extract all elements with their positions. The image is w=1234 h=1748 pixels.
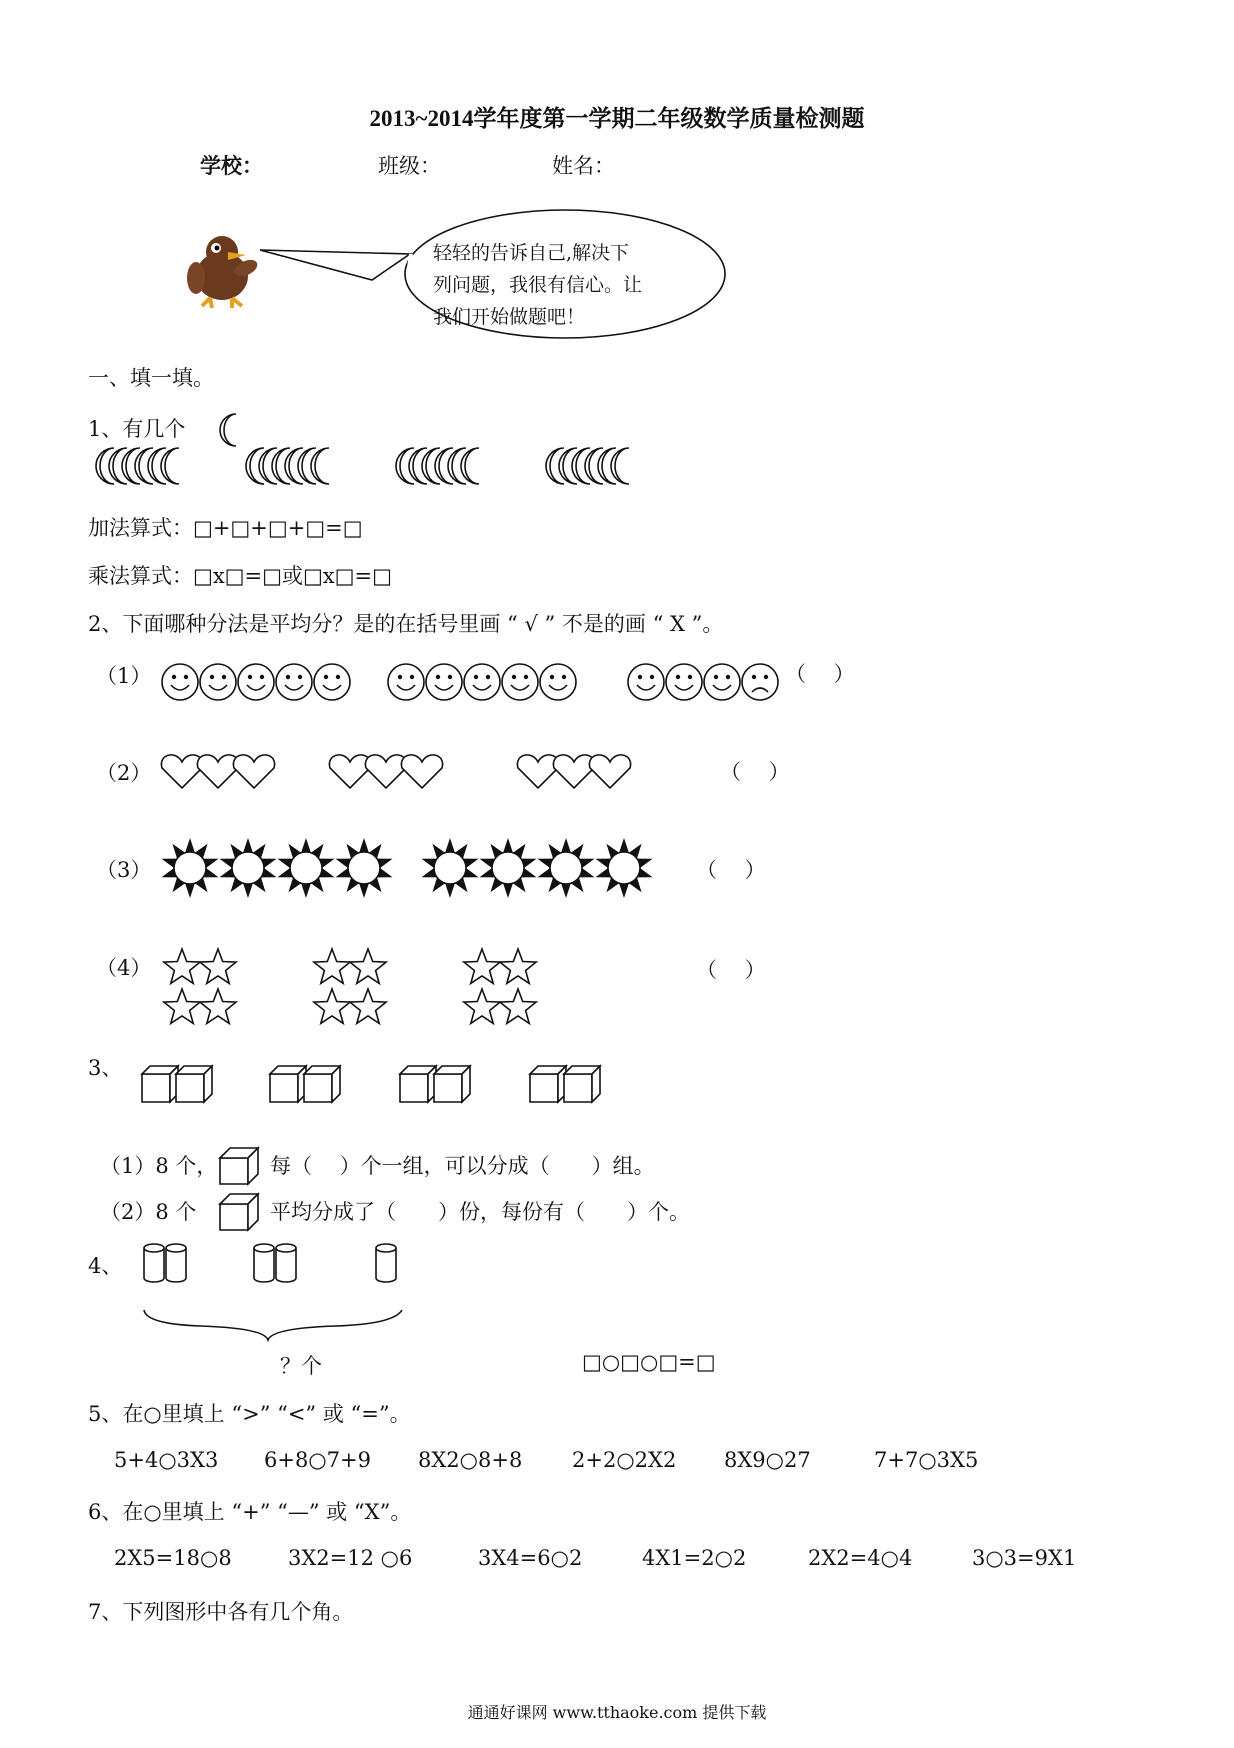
cube-icon xyxy=(218,1146,260,1186)
star-icon xyxy=(500,989,536,1023)
heart-icon xyxy=(197,755,238,788)
q2-item-4-label: （4） xyxy=(96,956,152,980)
heart-icon xyxy=(517,755,558,788)
q3-sub1-prefix: （1）8 个， xyxy=(100,1154,218,1178)
q2-item-4-answer[interactable]: （ ） xyxy=(696,958,766,982)
sun-icon xyxy=(538,838,595,898)
bubble-text-line1: 轻轻的告诉自己,解决下 xyxy=(433,242,630,264)
sun-icon xyxy=(220,838,277,898)
bubble-text-line3: 我们开始做题吧！ xyxy=(433,306,586,328)
smiley-face-icon xyxy=(628,664,664,700)
star-icon xyxy=(200,989,236,1023)
smiley-face-icon xyxy=(238,664,274,700)
q2-item-2-label: （2） xyxy=(96,761,152,785)
page-title: 2013~2014学年度第一学期二年级数学质量检测题 xyxy=(369,106,865,131)
q6-item: 2X5=18○8 xyxy=(114,1546,232,1570)
sun-icon xyxy=(480,838,537,898)
cube-icon xyxy=(530,1066,566,1102)
q4-question: ？个 xyxy=(280,1354,322,1378)
q1-addition-line: 加法算式：□+□+□+□=□ xyxy=(88,516,363,540)
q5-item: 7+7○3X5 xyxy=(874,1448,979,1472)
q5-item: 2+2○2X2 xyxy=(572,1448,677,1472)
star-icon xyxy=(200,949,236,983)
sun-icon xyxy=(162,838,219,898)
q6-label: 6、在○里填上 “+” “—” 或 “X”。 xyxy=(88,1500,412,1524)
moon-icon xyxy=(311,448,329,484)
q6-item: 4X1=2○2 xyxy=(642,1546,747,1570)
footer-text: 通通好课网 www.tthaoke.com 提供下载 xyxy=(467,1703,767,1722)
cube-icon xyxy=(270,1066,306,1102)
sun-icon xyxy=(278,838,335,898)
school-label: 学校： xyxy=(200,153,263,178)
hearts-row xyxy=(160,752,720,792)
smiley-face-icon xyxy=(464,664,500,700)
cube-icon xyxy=(176,1066,212,1102)
q2-item-2-answer[interactable]: （ ） xyxy=(720,760,790,784)
smiley-face-icon xyxy=(276,664,312,700)
class-label: 班级： xyxy=(378,154,441,178)
name-label: 姓名： xyxy=(552,154,615,178)
suns-row xyxy=(160,832,680,902)
q2-item-1-label: （1） xyxy=(96,664,152,688)
cube-icon xyxy=(218,1192,260,1232)
smiley-faces-row xyxy=(160,660,800,704)
cylinder-icon xyxy=(166,1244,186,1282)
smiley-face-icon xyxy=(666,664,702,700)
bird-mascot-illustration xyxy=(180,230,270,310)
q4-equation: □○□○□=□ xyxy=(582,1350,716,1374)
cylinder-icon xyxy=(376,1244,396,1282)
moon-icon xyxy=(161,448,179,484)
q3-sub2-text: 平均分成了（ ）份，每份有（ ）个。 xyxy=(270,1200,690,1224)
cube-icon xyxy=(434,1066,470,1102)
heart-icon xyxy=(589,755,630,788)
star-icon xyxy=(350,949,386,983)
moon-icon xyxy=(461,448,479,484)
moon-icon xyxy=(218,412,244,448)
q6-item: 2X2=4○4 xyxy=(808,1546,913,1570)
q2-item-3-answer[interactable]: （ ） xyxy=(696,858,766,882)
star-icon xyxy=(164,989,200,1023)
smiley-face-icon xyxy=(704,664,740,700)
heart-icon xyxy=(329,755,370,788)
moon-groups xyxy=(100,446,700,486)
q5-item: 6+8○7+9 xyxy=(264,1448,371,1472)
smiley-face-icon xyxy=(502,664,538,700)
smiley-face-icon xyxy=(540,664,576,700)
sun-icon xyxy=(596,838,653,898)
cube-icon xyxy=(400,1066,436,1102)
heart-icon xyxy=(233,755,274,788)
q2-item-3-label: （3） xyxy=(96,858,152,882)
q6-item: 3○3=9X1 xyxy=(972,1546,1077,1570)
q3-sub2-prefix: （2）8 个 xyxy=(100,1200,197,1224)
smiley-face-icon xyxy=(162,664,198,700)
q4-label: 4、 xyxy=(88,1254,123,1278)
cube-icon xyxy=(142,1066,178,1102)
heart-icon xyxy=(553,755,594,788)
smiley-face-icon xyxy=(388,664,424,700)
cube-icon xyxy=(304,1066,340,1102)
q1-multiplication-line: 乘法算式：□x□=□或□x□=□ xyxy=(88,564,392,588)
sad-face-icon xyxy=(742,664,778,700)
star-icon xyxy=(464,949,500,983)
cylinders-group xyxy=(140,1240,430,1350)
moon-icon xyxy=(611,448,629,484)
sun-icon xyxy=(336,838,393,898)
q2-item-1-answer[interactable]: （ ） xyxy=(785,662,855,686)
cylinder-icon xyxy=(144,1244,164,1282)
q6-item: 3X2=12 ○6 xyxy=(288,1546,413,1570)
heart-icon xyxy=(161,755,202,788)
smiley-face-icon xyxy=(200,664,236,700)
q1-label: 1、有几个 xyxy=(88,417,186,441)
q6-item: 3X4=6○2 xyxy=(478,1546,583,1570)
q5-item: 8X2○8+8 xyxy=(418,1448,523,1472)
star-icon xyxy=(314,989,350,1023)
smiley-face-icon xyxy=(314,664,350,700)
q5-item: 8X9○27 xyxy=(724,1448,811,1472)
section-heading: 一、填一填。 xyxy=(88,366,214,390)
q5-item: 5+4○3X3 xyxy=(114,1448,219,1472)
q2-label: 2、下面哪种分法是平均分？是的在括号里画 “ √ ” 不是的画 “ X ”。 xyxy=(88,612,724,636)
heart-icon xyxy=(401,755,442,788)
cylinder-icon xyxy=(254,1244,274,1282)
star-icon xyxy=(500,949,536,983)
cylinder-icon xyxy=(276,1244,296,1282)
sun-icon xyxy=(422,838,479,898)
q5-label: 5、在○里填上 “>” “<” 或 “=”。 xyxy=(88,1402,411,1426)
bubble-text-line2: 列问题，我很有信心。让 xyxy=(433,274,643,296)
cube-icon xyxy=(564,1066,600,1102)
q3-label: 3、 xyxy=(88,1056,123,1080)
star-icon xyxy=(314,949,350,983)
q3-sub1-text: 每（ ）个一组，可以分成（ ）组。 xyxy=(270,1154,655,1178)
cubes-row xyxy=(140,1062,620,1106)
star-icon xyxy=(350,989,386,1023)
smiley-face-icon xyxy=(426,664,462,700)
q7-label: 7、下列图形中各有几个角。 xyxy=(88,1600,354,1624)
star-icon xyxy=(164,949,200,983)
heart-icon xyxy=(365,755,406,788)
star-icon xyxy=(464,989,500,1023)
stars-groups xyxy=(160,950,560,1030)
